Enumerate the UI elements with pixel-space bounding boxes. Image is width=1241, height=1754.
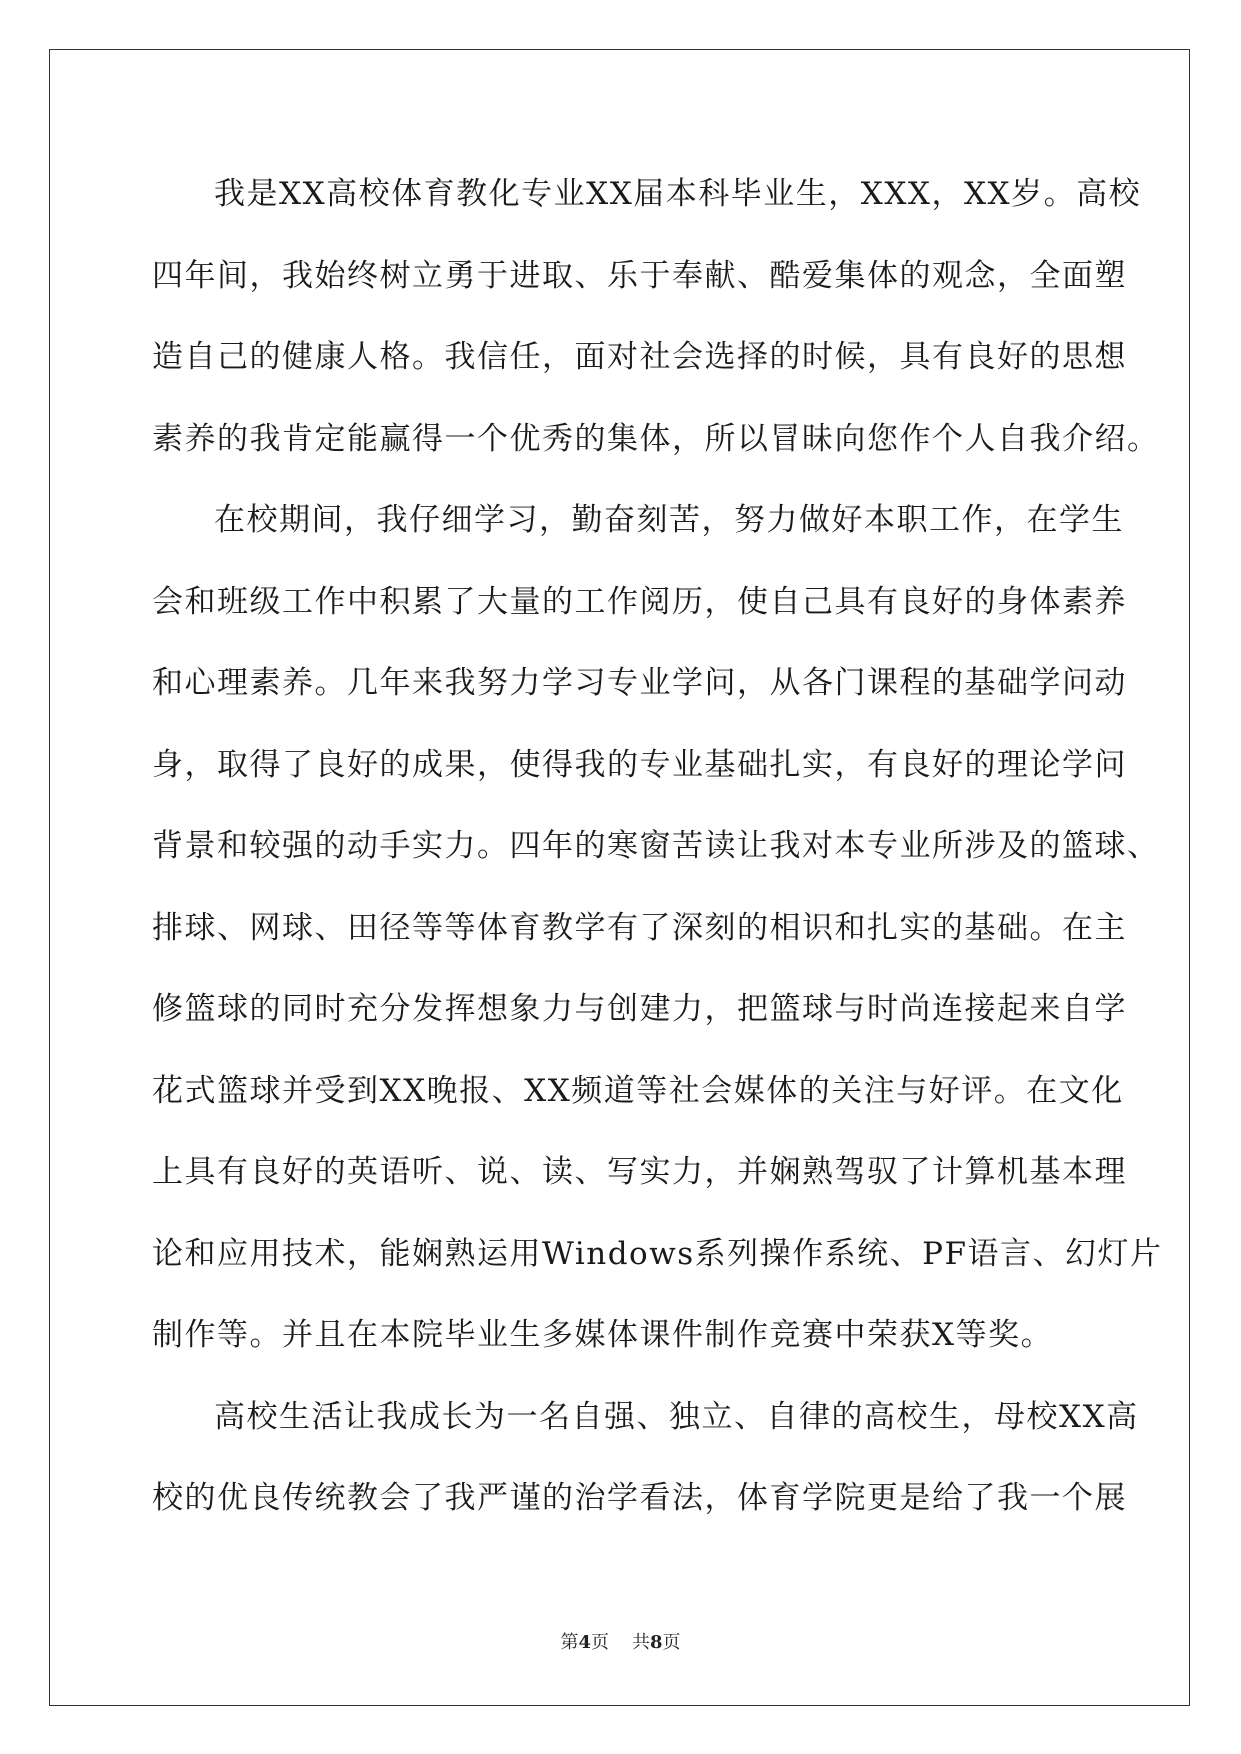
paragraph-2-line-6: 排球、网球、田径等等体育教学有了深刻的相识和扎实的基础。在主 — [152, 909, 1127, 946]
paragraph-2-line-8: 花式篮球并受到XX晚报、XX频道等社会媒体的关注与好评。在文化 — [152, 1072, 1124, 1109]
paragraph-2-line-7: 修篮球的同时充分发挥想象力与创建力，把篮球与时尚连接起来自学 — [152, 991, 1127, 1027]
page-footer — [0, 1628, 1241, 1654]
paragraph-1-line-3: 造自己的健康人格。我信任，面对社会选择的时候，具有良好的思想 — [152, 339, 1127, 375]
paragraph-2-line-9: 上具有良好的英语听、说、读、写实力，并娴熟驾驭了计算机基本理 — [152, 1154, 1127, 1190]
paragraph-2-line-2: 会和班级工作中积累了大量的工作阅历，使自己具有良好的身体素养 — [152, 583, 1127, 620]
paragraph-2-line-5: 背景和较强的动手实力。四年的寒窗苦读让我对本专业所涉及的篮球、 — [152, 828, 1160, 864]
paragraph-3-line-2: 校的优良传统教会了我严谨的治学看法，体育学院更是给了我一个展 — [152, 1480, 1127, 1516]
total-prefix: 共 — [631, 1632, 650, 1653]
total-suffix: 页 — [662, 1632, 681, 1653]
page-total: 8 — [649, 1632, 663, 1653]
paragraph-2-line-11: 制作等。并且在本院毕业生多媒体课件制作竞赛中荣获X等奖。 — [152, 1317, 1054, 1353]
page-current: 4 — [578, 1632, 592, 1653]
paragraph-1-line-2: 四年间，我始终树立勇于进取、乐于奉献、酷爱集体的观念，全面塑 — [152, 257, 1127, 294]
paragraph-1-line-1: 我是XX高校体育教化专业XX届本科毕业生，XXX，XX岁。高校 — [214, 176, 1142, 212]
page-suffix: 页 — [591, 1632, 610, 1653]
paragraph-2-line-3: 和心理素养。几年来我努力学习专业学问，从各门课程的基础学问动 — [152, 665, 1127, 701]
paragraph-2-line-10: 论和应用技术，能娴熟运用Windows系列操作系统、PF语言、幻灯片 — [152, 1235, 1163, 1272]
paragraph-1-line-4: 素养的我肯定能赢得一个优秀的集体，所以冒昧向您作个人自我介绍。 — [152, 420, 1160, 457]
paragraph-3-line-1: 高校生活让我成长为一名自强、独立、自律的高校生，母校XX高 — [214, 1398, 1139, 1435]
paragraph-2-line-4: 身，取得了良好的成果，使得我的专业基础扎实，有良好的理论学问 — [152, 746, 1127, 783]
page-prefix: 第 — [560, 1632, 579, 1653]
document-body — [152, 166, 1163, 1552]
paragraph-2-line-1: 在校期间，我仔细学习，勤奋刻苦，努力做好本职工作，在学生 — [214, 502, 1124, 538]
